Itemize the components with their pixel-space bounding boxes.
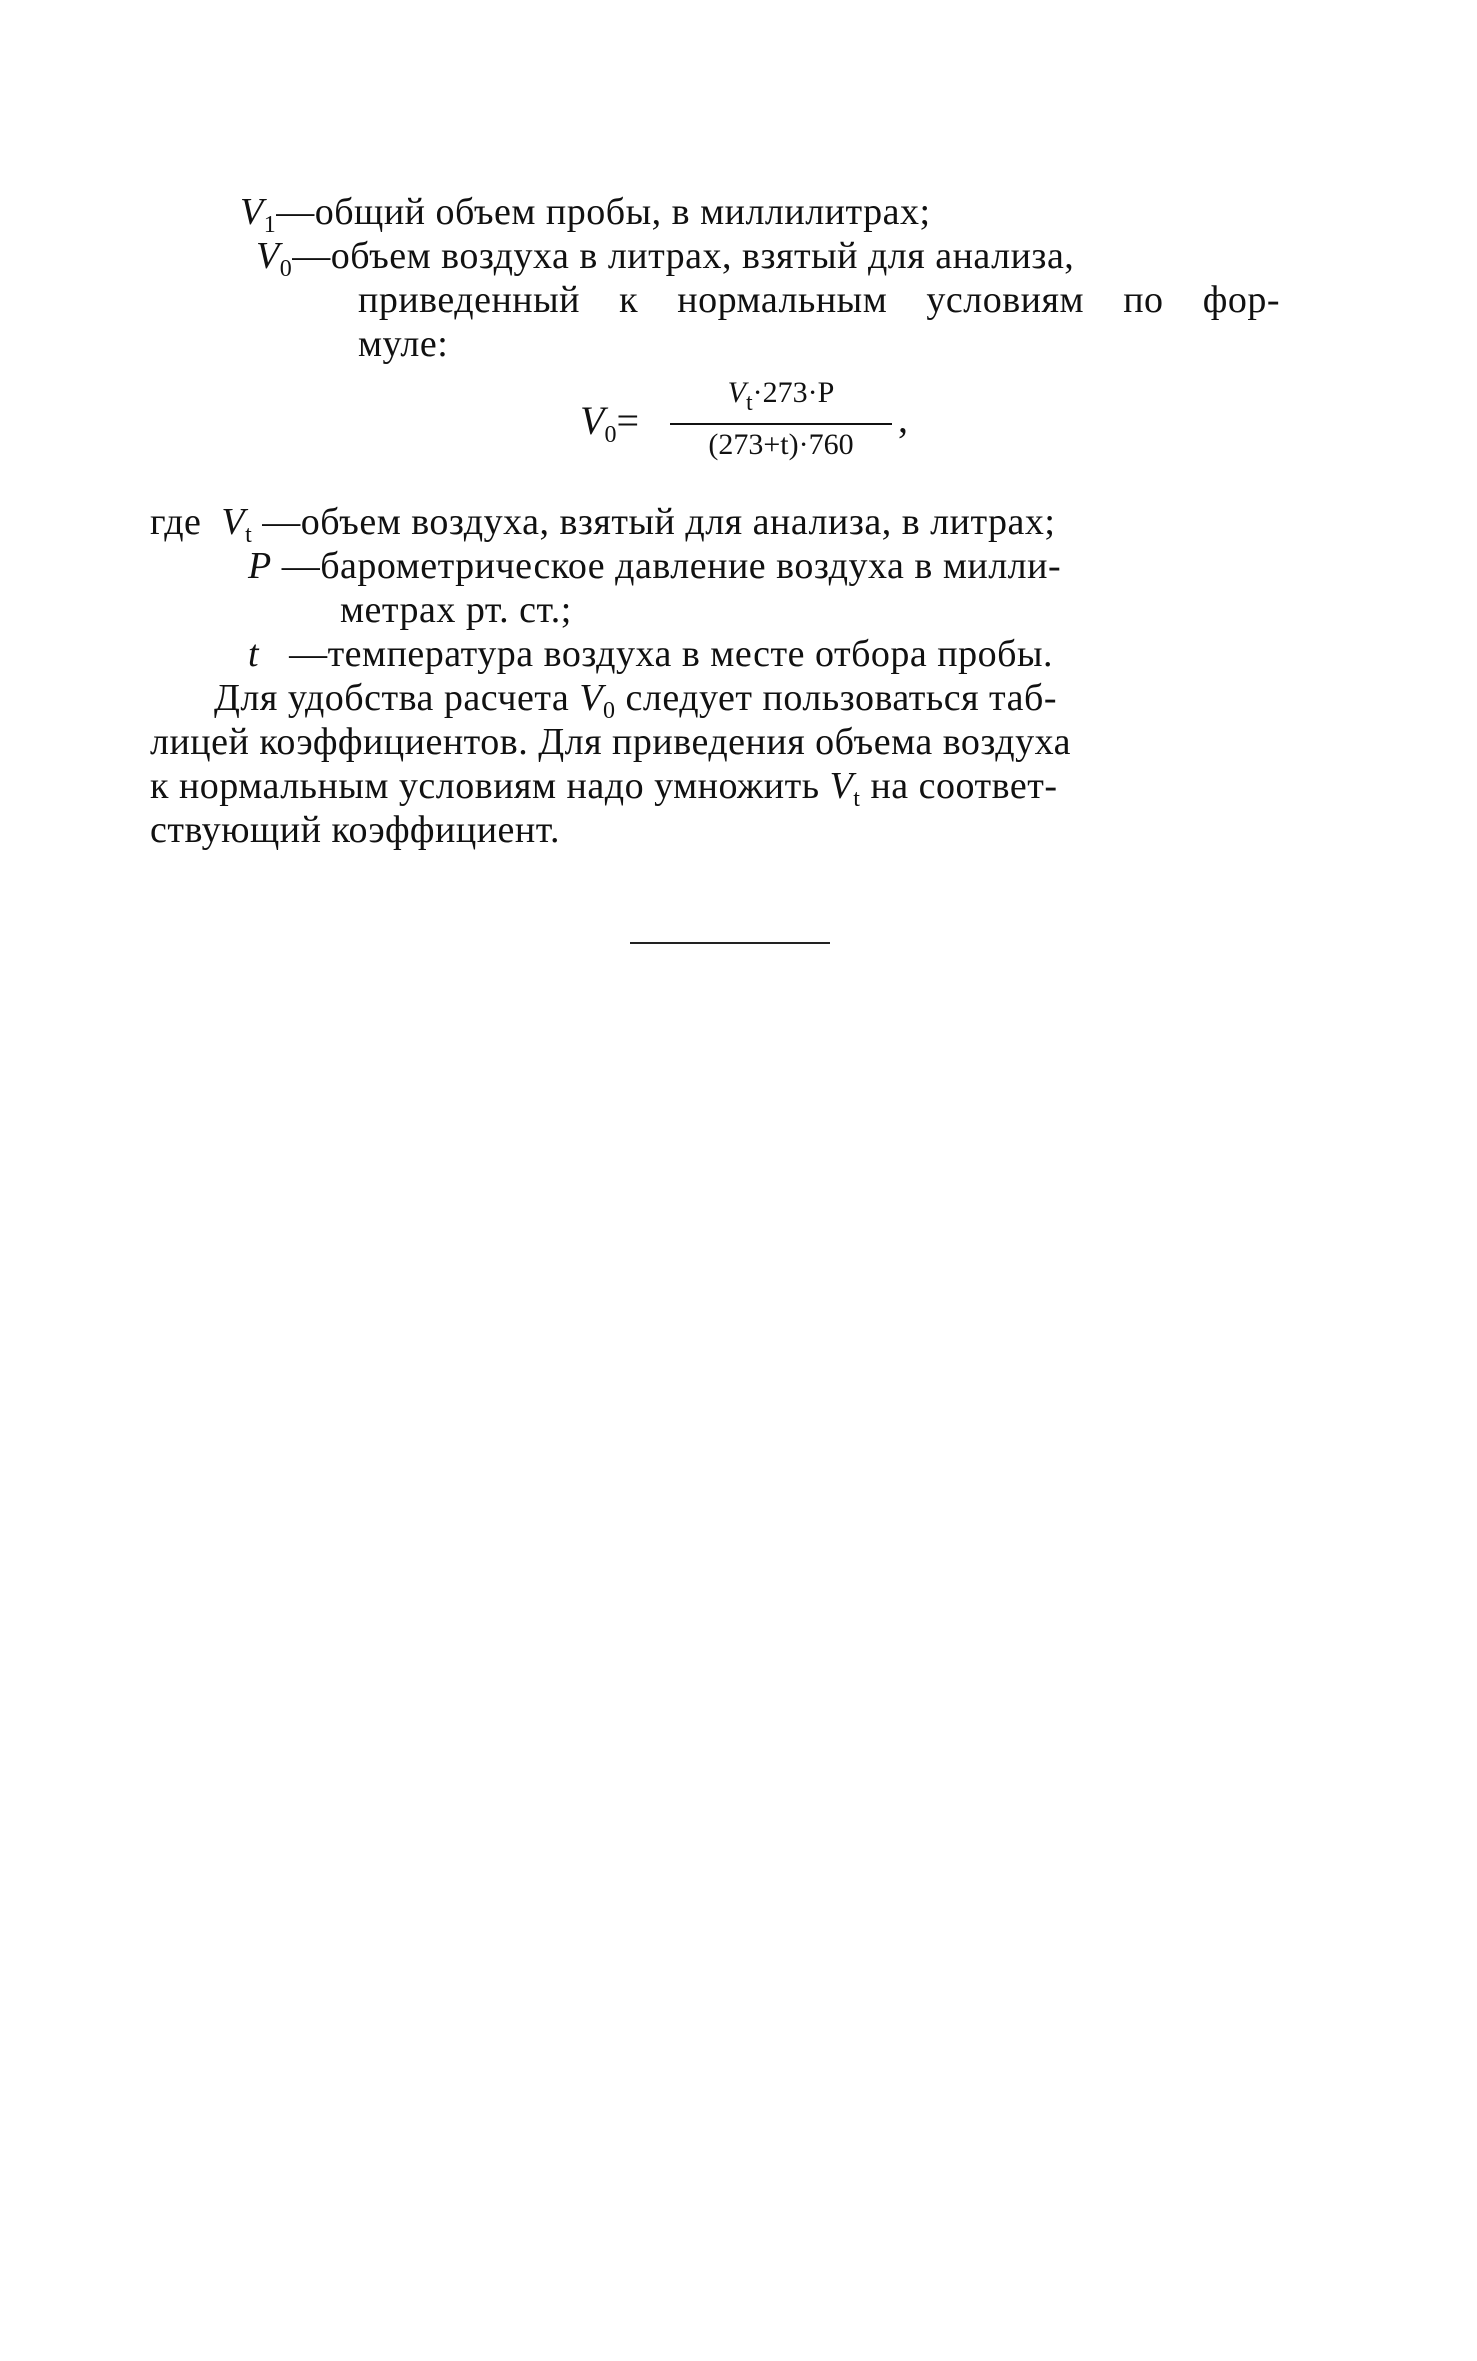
formula-denominator: (273+t)·760 — [708, 428, 854, 461]
formula-numerator-rest: ·273·P — [752, 376, 835, 409]
dash: — — [276, 191, 315, 233]
formula — [580, 375, 920, 465]
definition-v0-line2: приведенный к нормальным условиям по фор- — [358, 279, 1280, 321]
symbol: V — [829, 765, 854, 807]
symbol: V — [256, 235, 280, 277]
paragraph-line2: лицей коэффициентов. Для приведения объема воздуха — [150, 721, 1071, 763]
section-end-rule — [630, 942, 830, 944]
where-text: объем воздуха, взятый для анализа, в литрах; — [300, 501, 1056, 543]
formula-lhs-symbol: V — [580, 398, 605, 443]
dash: — — [281, 545, 321, 587]
paragraph-text: Для удобства расчета — [214, 677, 570, 719]
symbol: V — [221, 501, 246, 543]
subscript: t — [245, 522, 253, 548]
where-label: где — [150, 501, 202, 543]
formula-fraction — [670, 375, 892, 463]
subscript: t — [853, 786, 861, 812]
formula-numerator-symbol: V — [727, 376, 746, 409]
where-text: температура воздуха в месте отбора пробы. — [327, 633, 1053, 675]
formula-trailing: , — [898, 396, 908, 441]
symbol: V — [579, 677, 604, 719]
dash: — — [292, 235, 331, 277]
formula-equals: = — [616, 398, 639, 443]
paragraph-text: следует пользоваться таб- — [625, 677, 1057, 719]
fraction-bar — [670, 423, 892, 425]
symbol: t — [248, 633, 260, 675]
subscript: 0 — [279, 256, 293, 282]
dash: — — [289, 633, 328, 675]
definition-text: общий объем пробы, в миллилитрах; — [314, 191, 931, 233]
subscript: 0 — [603, 698, 616, 724]
definition-v0-line3: муле: — [358, 323, 449, 365]
paragraph-text: на соответ- — [870, 765, 1058, 807]
formula-lhs — [580, 397, 639, 449]
definition-text-line: объем воздуха в литрах, взятый для анализа, — [330, 235, 1075, 277]
where-p-line2: метрах рт. ст.; — [340, 589, 572, 631]
symbol: V — [240, 191, 264, 233]
subscript: 1 — [263, 212, 277, 238]
where-p — [248, 544, 1061, 588]
dash: — — [262, 501, 301, 543]
where-t — [248, 632, 1053, 676]
symbol: P — [248, 545, 272, 587]
paragraph-line4: ствующий коэффициент. — [150, 809, 561, 851]
formula-numerator-sub: t — [745, 390, 753, 416]
where-text: барометрическое давление воздуха в милли- — [320, 545, 1062, 587]
paragraph-text: к нормальным условиям надо умножить — [150, 765, 820, 807]
formula-numerator — [670, 375, 892, 421]
formula-lhs-sub: 0 — [604, 422, 617, 448]
